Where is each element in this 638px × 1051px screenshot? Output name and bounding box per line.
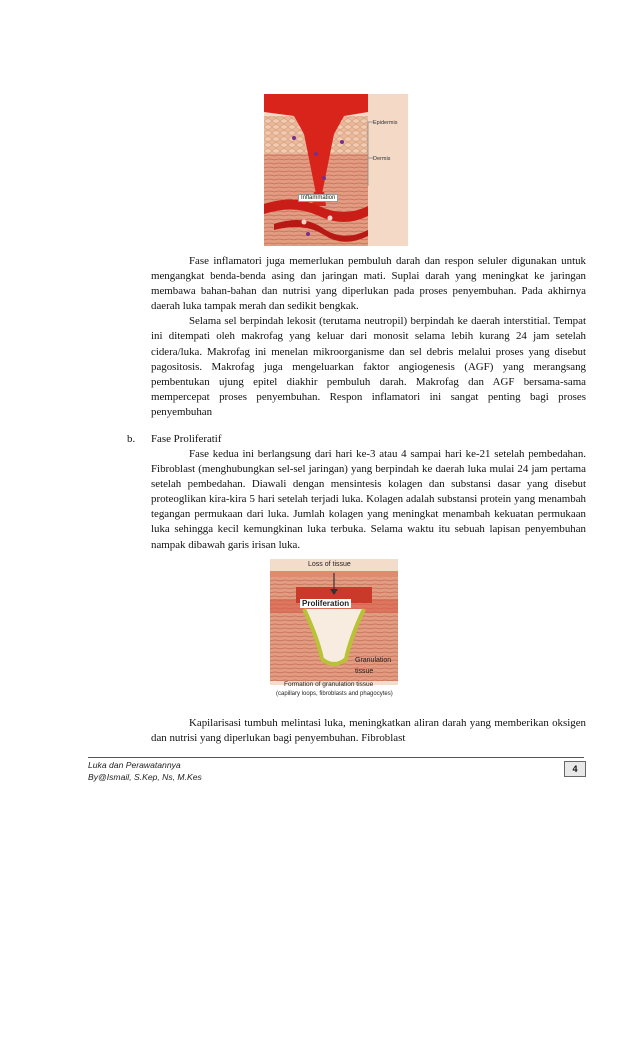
paragraph: Fase inflamatori juga memerlukan pembuluh darah dan respon seluler digunakan untuk mengangkat benda-benda asing dan jaringan mati. Suplai darah yang meningkat ke jaringan membawa bahan-bahan dan nutrisi yang diperlukan pada proses penyembuhan. Pada akhirnya daerah luka tampak merah dan sedikit bengkak. [151, 255, 586, 313]
capillarization-text [151, 716, 586, 746]
figure-caption-line2: (capillary loops, fibroblasts and phagocytes) [276, 691, 393, 697]
page-number: 4 [564, 761, 586, 777]
footer-author: By@Ismail, S.Kep, Ns, M.Kes [88, 772, 202, 782]
footer-divider [88, 757, 584, 758]
proliferation-label: Proliferation [302, 599, 350, 608]
inflammation-label: Inflammation [298, 194, 338, 202]
paragraph: Kapilarisasi tumbuh melintasi luka, meningkatkan aliran darah yang memberikan oksigen dan nutrisi yang diperlukan bagi penyembuhan. Fibroblast [151, 717, 586, 745]
proliferative-text [151, 447, 586, 553]
granulation-label-line2: tissue [355, 668, 374, 675]
section-title: Fase Proliferatif [151, 433, 222, 445]
paragraph: Fase kedua ini berlangsung dari hari ke-3 atau 4 sampai hari ke-21 setelah pembedahan. Fibroblast (menghubungkan sel-sel jaringan) yang berpindah ke daerah luka mulai 24 jam pertama setelah pembedahan. Diawali dengan mensintesis kolagen dan substansi dasar yang disebut proteoglikan kira-kira 5 hari setelah terjadi luka. Kolagen adalah substansi protein yang menambah tegangan permukaan dari luka. Jumlah kolagen yang meningkat menambah kekuatan permukaan luka sehingga kecil kemungkinan luka terbuka. Selama waktu itu sebuah lapisan penyembuhan nampak dibawah garis irisan luka. [151, 448, 586, 551]
epidermis-label: Epidermis [373, 120, 398, 126]
figure-caption: Formation of granulation tissue [284, 681, 374, 688]
granulation-label: Granulation [355, 657, 392, 664]
inflammatory-text [151, 254, 586, 420]
paragraph: Selama sel berpindah lekosit (terutama neutropil) berpindah ke daerah interstitial. Tempat ini ditempati oleh makrofag yang keluar dari monosit selama lebih kurang 24 jam setelah cidera/luka. Makrofag ini menelan mikroorganisme dan sel debris melalui proses yang disebut pagositosis. Makrofag juga mengeluarkan faktor angiogenesis (AGF) yang merangsang pembentukan ujung epitel diakhir pembuluh darah. Makrofag dan AGF bersama-sama mempercepat proses penyembuhan. Respon inflamatori ini sangat penting bagi proses penyembuhan [151, 315, 586, 418]
dermis-label: Dermis [373, 156, 391, 162]
loss-of-tissue-label: Loss of tissue [308, 561, 351, 568]
section-label: b. [127, 433, 136, 445]
section-heading [127, 432, 221, 447]
inflammation-figure [264, 94, 408, 246]
footer-title: Luka dan Perawatannya [88, 760, 181, 770]
